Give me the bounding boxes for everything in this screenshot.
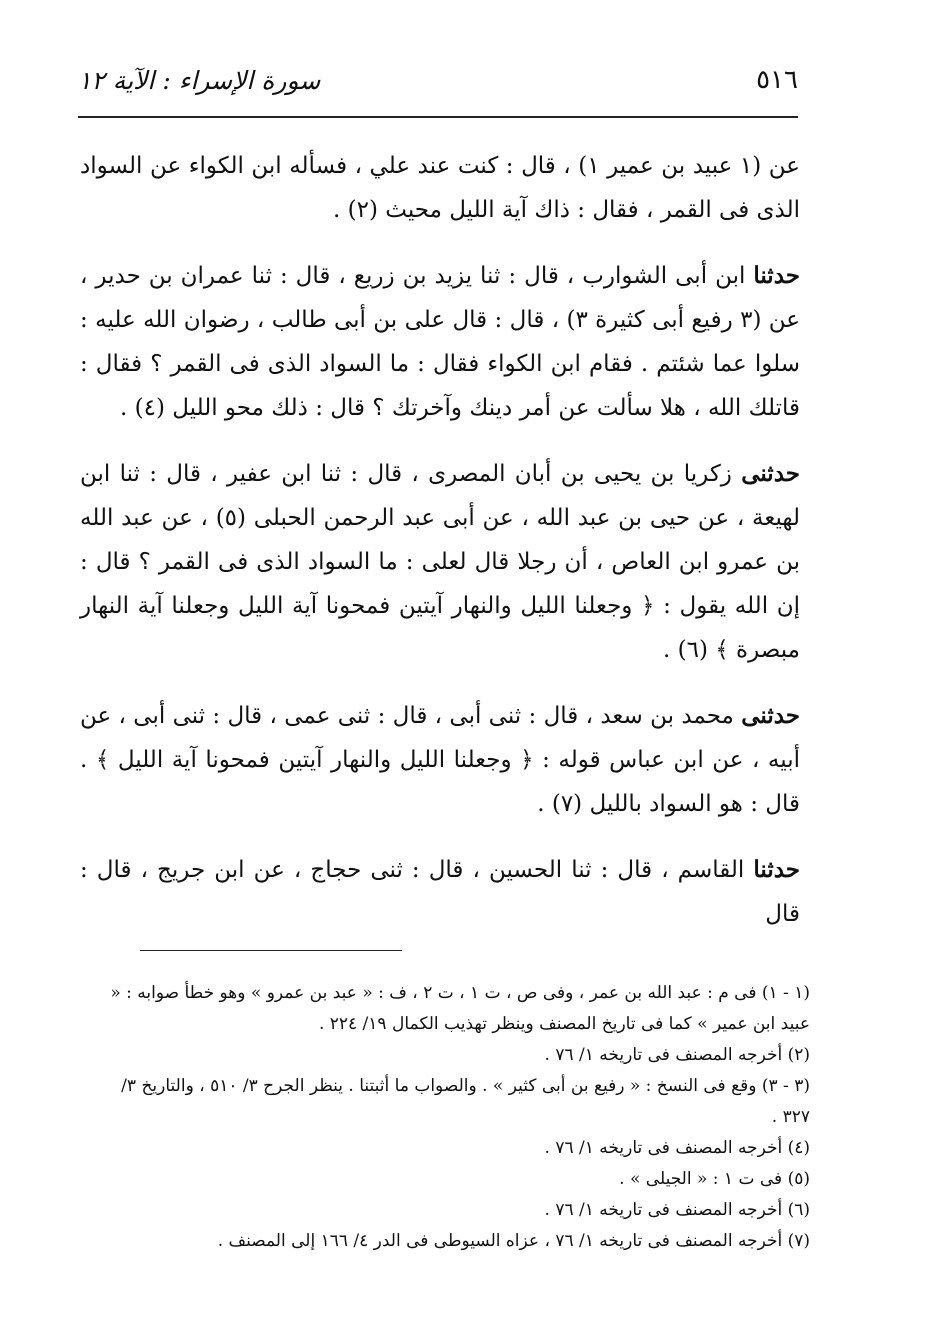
paragraph-text: القاسم ، قال : ثنا الحسين ، قال : ثنى حجاج ، عن ابن جريج ، قال : قال: [80, 857, 800, 927]
footnote: (١ - ١) فى م : عبد الله بن عمر ، وفى ص ، ت ١ ، ت ٢ ، ف : « عبد بن عمرو » وهو خطأ صوابه : « عبيد ابن عمير » كما فى تاريخ المصنف وينظر تهذيب الكمال ١٩/ ٢٢٤ .: [110, 983, 810, 1034]
paragraph-text: ابن أبى الشوارب ، قال : ثنا يزيد بن زريع ، قال : ثنا عمران بن حدير ، عن (٣ رفيع أبى كثيرة ٣) ، قال : قال على بن أبى طالب ، رضوان الله عليه : سلوا عما شئتم . فقام ابن الكواء فقال : ما السواد الذى فى القمر ؟ فقال : قاتلك الله ، هلا سألت عن أمر دينك وآخرتك ؟ قال : ذلك محو الليل (٤) .: [80, 263, 801, 421]
paragraph-lead: حدثنا: [753, 262, 800, 289]
paragraph: [80, 144, 800, 232]
footnote: (٦) أخرجه المصنف فى تاريخه ١/ ٧٦ .: [544, 1200, 810, 1220]
paragraph-text: محمد بن سعد ، قال : ثنى أبى ، قال : ثنى عمى ، قال : ثنى أبى ، عن أبيه ، عن ابن عباس قوله : ﴿ وجعلنا الليل والنهار آيتين فمحونا آية الليل ﴾ . قال : هو السواد بالليل (٧) .: [80, 703, 800, 817]
paragraph: [80, 694, 800, 826]
paragraph-lead: حدثنى: [741, 702, 801, 729]
paragraph: [80, 254, 800, 430]
footnotes: [100, 978, 810, 1257]
main-text: [80, 144, 800, 958]
paragraph: [80, 452, 800, 672]
page-header: [78, 58, 798, 102]
footnote: (٢) أخرجه المصنف فى تاريخه ١/ ٧٦ .: [544, 1045, 810, 1065]
footnote: (٤) أخرجه المصنف فى تاريخه ١/ ٧٦ .: [544, 1138, 810, 1158]
running-title: سورة الإسراء : الآية ١٢: [78, 65, 321, 95]
footnote: (٣ - ٣) وقع فى النسخ : « رفيع بن أبى كثير » . والصواب ما أثبتنا . ينظر الجرح ٣/ ٥١٠ ، والتاريخ ٣/ ٣٢٧ .: [121, 1076, 810, 1127]
page-number: ٥١٦: [756, 65, 798, 95]
footnote-divider: [140, 950, 402, 951]
paragraph-text: زكريا بن يحيى بن أبان المصرى ، قال : ثنا ابن عفير ، قال : ثنا ابن لهيعة ، عن حيى بن عبد الله ، عن أبى عبد الرحمن الحبلى (٥) ، عن عبد الله بن عمرو ابن العاص ، أن رجلا قال لعلى : ما السواد الذى فى القمر ؟ قال : إن الله يقول : ﴿ وجعلنا الليل والنهار آيتين فمحونا آية الليل وجعلنا آية النهار مبصرة ﴾ (٦) .: [80, 461, 801, 663]
paragraph-text: عن (١ عبيد بن عمير ١) ، قال : كنت عند علي ، فسأله ابن الكواء عن السواد الذى فى القمر ، فقال : ذاك آية الليل محيث (٢) .: [80, 153, 800, 223]
footnote: (٧) أخرجه المصنف فى تاريخه ١/ ٧٦ ، عزاه السيوطى فى الدر ٤/ ١٦٦ إلى المصنف .: [217, 1231, 810, 1251]
paragraph: [80, 848, 800, 936]
header-divider: [78, 116, 798, 118]
paragraph-lead: حدثنى: [741, 460, 800, 487]
paragraph-lead: حدثنا: [753, 856, 801, 883]
footnote: (٥) فى ت ١ : « الجيلى » .: [619, 1169, 810, 1189]
